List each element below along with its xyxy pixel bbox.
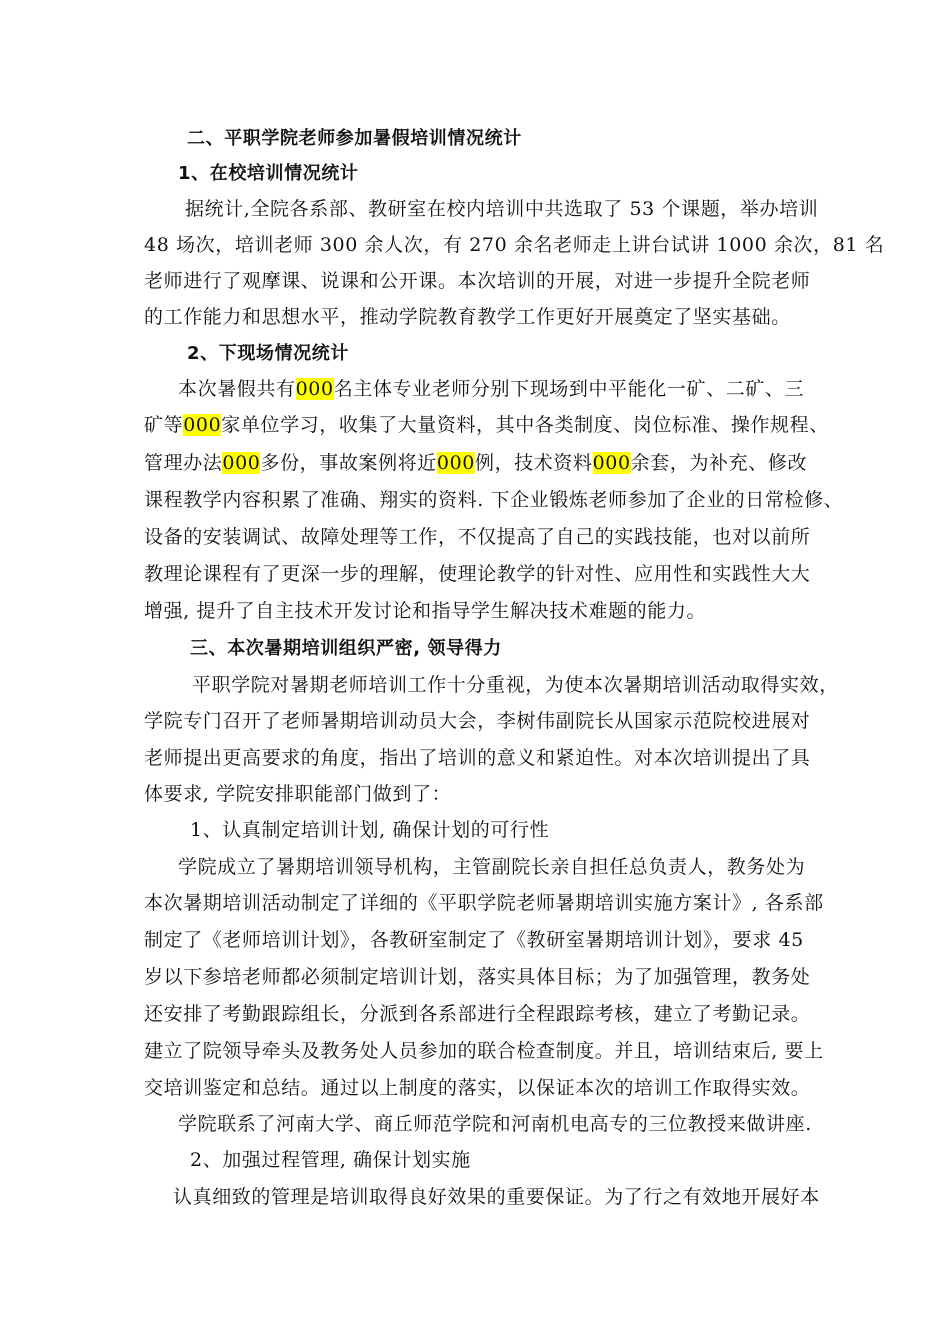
highlighted-placeholder: 000 xyxy=(183,414,222,436)
paragraph-line: 增强, 提升了自主技术开发讨论和指导学生解决技术难题的能力。 xyxy=(144,600,707,622)
paragraph-line: 据统计,全院各系部、教研室在校内培训中共选取了 53 个课题，举办培训 xyxy=(185,198,819,220)
item-title: 1、认真制定培训计划, 确保计划的可行性 xyxy=(190,819,550,841)
paragraph-line: 课程教学内容积累了准确、翔实的资料. 下企业锻炼老师参加了企业的日常检修、 xyxy=(144,489,844,511)
text-run: 余套，为补充、修改 xyxy=(630,452,808,474)
paragraph-line xyxy=(144,451,824,475)
subsection-heading: 1、在校培训情况统计 xyxy=(178,163,359,184)
highlighted-placeholder: 000 xyxy=(295,378,334,400)
paragraph-line: 老师进行了观摩课、说课和公开课。本次培训的开展，对进一步提升全院老师 xyxy=(144,270,811,292)
paragraph-line: 还安排了考勤跟踪组长，分派到各系部进行全程跟踪考核，建立了考勤记录。 xyxy=(144,1003,811,1025)
paragraph-line: 体要求, 学院安排职能部门做到了： xyxy=(144,783,452,805)
highlighted-placeholder: 000 xyxy=(592,452,631,474)
paragraph-line: 老师提出更高要求的角度，指出了培训的意义和紧迫性。对本次培训提出了具 xyxy=(144,747,811,769)
highlighted-placeholder: 000 xyxy=(222,452,261,474)
paragraph-line: 学院联系了河南大学、商丘师范学院和河南机电高专的三位教授来做讲座. xyxy=(178,1113,812,1135)
paragraph-line: 教理论课程有了更深一步的理解，使理论教学的针对性、应用性和实践性大大 xyxy=(144,563,811,585)
paragraph-line: 平职学院对暑期老师培训工作十分重视，为使本次暑期培训活动取得实效， xyxy=(192,674,839,696)
subsection-heading: 2、下现场情况统计 xyxy=(187,343,349,364)
section-heading: 二、平职学院老师参加暑假培训情况统计 xyxy=(187,128,522,149)
text-run: 例，技术资料 xyxy=(474,452,593,474)
paragraph-line: 岁以下参培老师都必须制定培训计划，落实具体目标；为了加强管理，教务处 xyxy=(144,966,811,988)
highlighted-placeholder: 000 xyxy=(436,452,475,474)
text-run: 名主体专业老师分别下现场到中平能化一矿、二矿、三 xyxy=(333,378,805,400)
paragraph-line: 学院专门召开了老师暑期培训动员大会，李树伟副院长从国家示范院校进展对 xyxy=(144,710,811,732)
paragraph-line: 认真细致的管理是培训取得良好效果的重要保证。为了行之有效地开展好本 xyxy=(173,1186,820,1208)
text-run: 管理办法 xyxy=(144,452,223,474)
section-heading: 三、本次暑期培训组织严密, 领导得力 xyxy=(190,638,502,659)
text-run: 家单位学习，收集了大量资料，其中各类制度、岗位标准、操作规程、 xyxy=(221,414,829,436)
text-run: 多份，事故案例将近 xyxy=(260,452,437,474)
paragraph-line xyxy=(178,377,858,401)
paragraph-line: 制定了《老师培训计划》，各教研室制定了《教研室暑期培训计划》，要求 45 xyxy=(144,929,804,951)
paragraph-line: 学院成立了暑期培训领导机构，主管副院长亲自担任总负责人，教务处为 xyxy=(178,856,806,878)
paragraph-line: 建立了院领导牵头及教务处人员参加的联合检查制度。并且，培训结束后, 要上 xyxy=(144,1040,824,1062)
paragraph-line: 交培训鉴定和总结。通过以上制度的落实，以保证本次的培训工作取得实效。 xyxy=(144,1077,811,1099)
text-run: 本次暑假共有 xyxy=(178,378,296,400)
paragraph-line xyxy=(144,413,829,437)
text-run: 矿等 xyxy=(144,414,184,436)
paragraph-line: 的工作能力和思想水平，推动学院教育教学工作更好开展奠定了坚实基础。 xyxy=(144,306,791,328)
item-title: 2、加强过程管理, 确保计划实施 xyxy=(190,1149,471,1171)
paragraph-line: 本次暑期培训活动制定了详细的《平职学院老师暑期培训实施方案计》, 各系部 xyxy=(144,892,824,914)
paragraph-line: 48 场次，培训老师 300 余人次，有 270 余名老师走上讲台试讲 1000 余次，81 名 xyxy=(144,234,885,256)
paragraph-line: 设备的安装调试、故障处理等工作，不仅提高了自己的实践技能，也对以前所 xyxy=(144,526,811,548)
